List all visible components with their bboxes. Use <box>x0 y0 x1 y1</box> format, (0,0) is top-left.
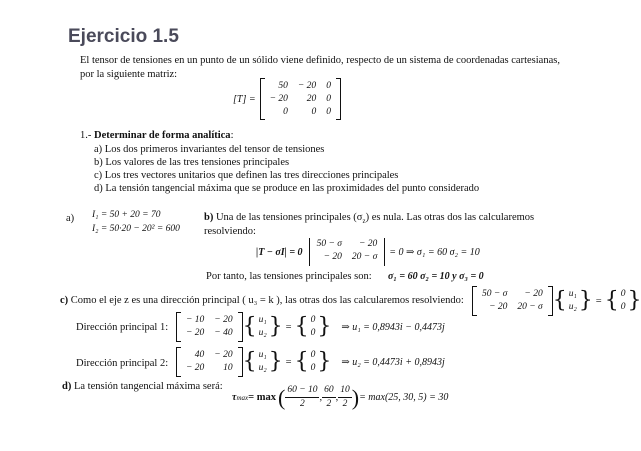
dir1-cell: − 20 <box>214 315 233 325</box>
vec-cell: u₁ <box>568 289 577 299</box>
intro-line-1: El tensor de tensiones en un punto de un sólido viene definido, respecto de un sistema de coordenadas cartesianas, <box>80 55 560 66</box>
gen-cell: 20 − σ <box>517 302 543 312</box>
part-a-label: a) <box>66 213 75 224</box>
dir2-cell: − 20 <box>214 350 233 360</box>
part-d-text: La tensión tangencial máxima será: <box>73 381 223 392</box>
vec-cell: 0 <box>310 328 316 338</box>
dir1-result: ⇒ u₁ = 0,8943i − 0,4473j <box>341 321 445 333</box>
dir1-cell: − 10 <box>186 315 205 325</box>
vec-cell: 0 <box>310 315 316 325</box>
tensor-cell: − 20 <box>297 80 317 91</box>
part-d-label: d) <box>62 381 72 392</box>
frac-num: 10 <box>338 384 352 398</box>
principal-text: Por tanto, las tensiones principales son: <box>206 271 372 282</box>
dir2-system: 40 − 20 − 20 10 { u₁ u₂ } = { 0 0 } ⇒ u₂ = 0,4473i + 0,8943j <box>176 347 445 377</box>
tensor-cell: 50 <box>278 80 288 91</box>
general-system: 50 − σ − 20 − 20 20 − σ { u₁ u₂ } = { 0 0 } <box>472 286 641 316</box>
list-item: c) Los tres vectores unitarios que definen las tres direcciones principales <box>94 170 399 181</box>
list-item: a) Los dos primeros invariantes del tensor de tensiones <box>94 144 325 155</box>
part-c-line <box>60 295 464 306</box>
invariant-i2: I₂ = 50·20 − 20² = 600 <box>92 224 180 234</box>
dir2-cell: 40 <box>194 350 205 360</box>
part-b-line2: resolviendo: <box>204 226 256 237</box>
principal-values: σ₁ = 60 σ₂ = 10 y σ₃ = 0 <box>388 271 484 282</box>
tensor-cell: 20 <box>306 93 317 104</box>
part-b-sub: z <box>362 217 366 226</box>
tensor-cell: 0 <box>326 93 331 104</box>
dir1-grid <box>181 314 238 340</box>
dir1-label: Dirección principal 1: <box>76 322 169 333</box>
vec-cell: u₁ <box>258 315 267 325</box>
tensor-cell: 0 <box>326 80 331 91</box>
frac-den: 2 <box>300 399 305 409</box>
frac-2 <box>322 384 336 411</box>
tau-max-formula: τ max = max ( $\frac{60 - 10}{2}$ , $\frac{60}{2}$ , $\frac{10}{2}$ ) = max(25, 30, 5) = 30 <box>232 384 449 410</box>
part-b-line1 <box>204 212 534 225</box>
determinant-equation <box>256 238 480 266</box>
max-keyword: = max <box>248 392 276 403</box>
part-d-line <box>62 381 223 392</box>
dir2-cell: − 20 <box>186 363 205 373</box>
vec-cell: u₁ <box>258 350 267 360</box>
dir2-label: Dirección principal 2: <box>76 358 169 369</box>
det-rhs: = 0 ⇒ σ₁ = 60 σ₂ = 10 <box>389 246 480 258</box>
vec-cell: 0 <box>620 302 626 312</box>
det-cell: 50 − σ <box>316 239 342 249</box>
exercise-title: Ejercicio 1.5 <box>68 26 179 47</box>
section-heading-text: Determinar de forma analítica <box>94 130 231 141</box>
frac-num: 60 − 10 <box>285 384 319 398</box>
dir2-result: ⇒ u₂ = 0,4473i + 0,8943j <box>341 356 445 368</box>
det-cell: 20 − σ <box>351 252 378 262</box>
gen-cell: − 20 <box>524 289 543 299</box>
vec-cell: 0 <box>310 363 316 373</box>
zero-vector <box>619 288 628 314</box>
list-item: d) La tensión tangencial máxima que se produce en las proximidades del punto considerado <box>94 183 480 194</box>
vec-cell: 0 <box>310 350 316 360</box>
dir1-cell: − 40 <box>214 328 233 338</box>
part-b-label: b) <box>204 212 214 223</box>
tensor-cell: − 20 <box>269 93 288 104</box>
frac-den: 2 <box>326 399 332 409</box>
invariant-i1: I₁ = 50 + 20 = 70 <box>92 210 161 220</box>
gen-cell: − 20 <box>489 302 508 312</box>
tau-sub: max <box>236 393 249 402</box>
frac-den: 2 <box>342 399 348 409</box>
tensor-cell: 0 <box>283 106 288 117</box>
intro-line-2: por la siguiente matriz: <box>80 69 178 80</box>
tau-symbol: τ <box>232 392 237 403</box>
vec-cell: 0 <box>620 289 626 299</box>
det-lhs: |T − σI| = 0 <box>256 246 303 258</box>
section-number: 1.- <box>80 130 94 141</box>
gen-vector <box>567 288 579 314</box>
tensor-label: [T] = <box>233 93 256 105</box>
section-heading <box>80 130 233 141</box>
det-cell: − 20 <box>358 239 378 249</box>
vec-cell: u₂ <box>258 363 267 373</box>
part-c-label: c) <box>60 295 69 306</box>
gen-cell: 50 − σ <box>482 289 508 299</box>
frac-1 <box>285 384 319 411</box>
dir2-grid <box>181 349 238 375</box>
tensor-cell: 0 <box>326 106 331 117</box>
vec-cell: u₂ <box>568 302 577 312</box>
det-grid <box>312 238 383 264</box>
part-b-text-end: ) es nula. Las otras dos las calcularemos <box>365 212 535 223</box>
list-item: b) Los valores de las tres tensiones principales <box>94 157 290 168</box>
vec-cell: u₂ <box>258 328 267 338</box>
frac-3 <box>338 384 352 411</box>
part-c-text: Como el eje z es una dirección principal ( u₃ = k ), las otras dos las calcularemos resolviendo: <box>70 295 464 306</box>
dir1-cell: − 20 <box>186 328 205 338</box>
dir1-system: − 10 − 20 − 20 − 40 { u₁ u₂ } = { 0 0 } ⇒ u₁ = 0,8943i − 0,4473j <box>176 312 445 342</box>
gen-grid <box>477 288 548 314</box>
dir2-cell: 10 <box>223 363 233 373</box>
tensor-matrix <box>233 78 341 120</box>
frac-num: 60 <box>322 384 336 398</box>
tensor-grid <box>265 80 336 119</box>
part-b-text: Una de las tensiones principales (σ <box>215 212 363 223</box>
section-heading-colon: : <box>230 130 234 141</box>
tensor-cell: 0 <box>311 106 317 117</box>
tau-rhs: = max(25, 30, 5) = 30 <box>359 392 449 403</box>
det-cell: − 20 <box>323 252 342 262</box>
